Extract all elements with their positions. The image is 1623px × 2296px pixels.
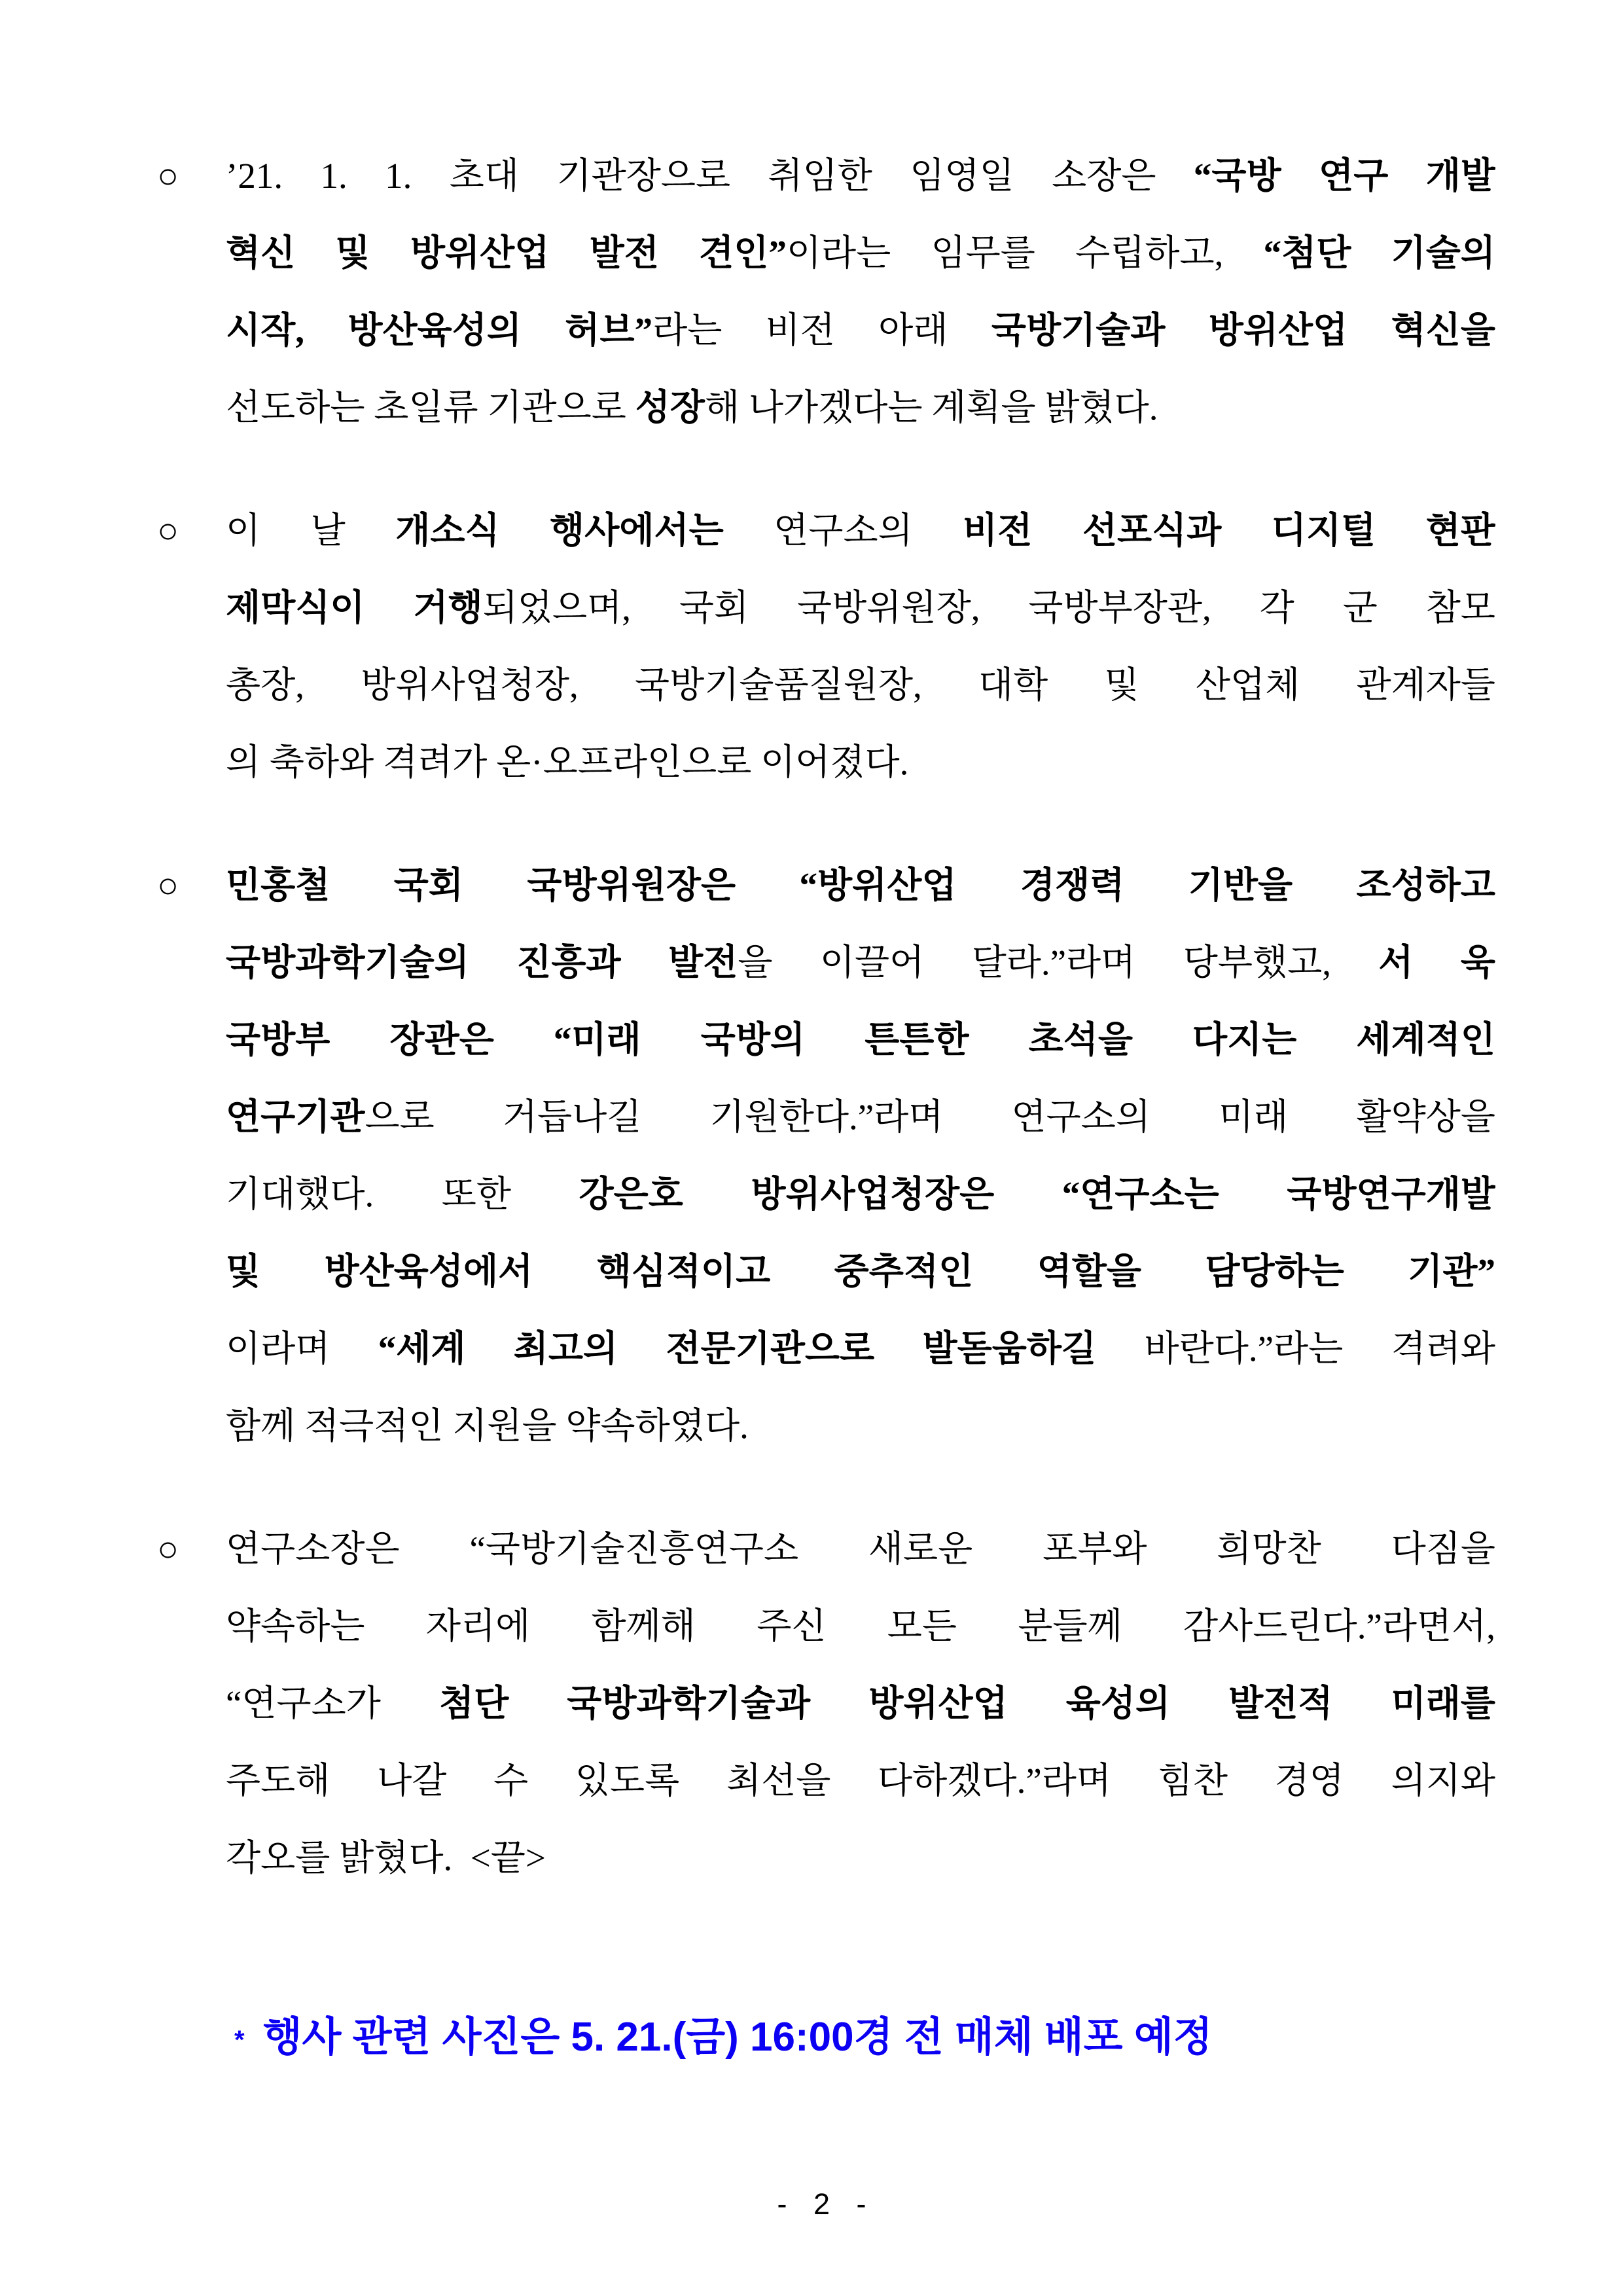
text-segment: 각오를 밝혔다. <끝> bbox=[226, 1838, 546, 1878]
text-segment: 선도하는 초일류 기관으로 bbox=[226, 387, 635, 427]
bold-text-segment: 국방부 장관은 “미래 국방의 튼튼한 초석을 다지는 세계적인 bbox=[226, 1020, 1495, 1060]
text-line bbox=[226, 1588, 1495, 1665]
bold-text-segment: 혁신 및 방위산업 발전 견인” bbox=[226, 233, 787, 273]
text-segment: 함께 적극적인 지원을 약속하였다. bbox=[226, 1406, 749, 1446]
text-segment: 총장, 방위사업청장, 국방기술품질원장, 대학 및 산업체 관계자들 bbox=[226, 665, 1495, 705]
text-segment: 이라는 임무를 수립하고, bbox=[786, 233, 1264, 273]
text-segment: 의 축하와 격려가 온·오프라인으로 이어졌다. bbox=[226, 742, 909, 782]
text-line bbox=[226, 492, 1495, 569]
text-segment: 이 날 bbox=[226, 511, 396, 550]
bold-text-segment: 첨단 국방과학기술과 방위산업 육성의 발전적 미래를 bbox=[438, 1683, 1495, 1723]
text-line bbox=[226, 847, 1495, 924]
bold-text-segment: 및 방산육성에서 핵심적이고 중추적인 역할을 담당하는 기관” bbox=[226, 1251, 1495, 1291]
text-line bbox=[226, 1001, 1495, 1079]
paragraph-body bbox=[226, 137, 1495, 446]
text-line bbox=[226, 1665, 1495, 1742]
bold-text-segment: 성장 bbox=[635, 387, 705, 427]
text-line bbox=[226, 1233, 1495, 1310]
text-line bbox=[226, 569, 1495, 647]
bold-text-segment: “세계 최고의 전문기관으로 발돋움하길 bbox=[378, 1329, 1097, 1369]
text-segment: 연구소장은 “국방기술진흥연구소 새로운 포부와 희망찬 다짐을 bbox=[226, 1529, 1495, 1569]
circle-bullet: ○ bbox=[157, 865, 179, 905]
text-segment: 주도해 나갈 수 있도록 최선을 다하겠다.”라며 힘찬 경영 의지와 bbox=[226, 1761, 1495, 1801]
text-line bbox=[226, 1388, 1495, 1465]
paragraph bbox=[157, 847, 1495, 1465]
bold-text-segment: 서 욱 bbox=[1378, 942, 1495, 982]
text-line bbox=[226, 369, 1495, 446]
page-number: - 2 - bbox=[777, 2187, 876, 2221]
photo-distribution-note-text: 행사 관련 사진은 5. 21.(금) 16:00경 전 매체 배포 예정 bbox=[262, 2015, 1213, 2060]
text-line bbox=[226, 137, 1495, 215]
text-segment: 으로 거듭나길 기원한다.”라며 연구소의 미래 활약상을 bbox=[365, 1097, 1495, 1137]
bold-text-segment: 비전 선포식과 디지털 현판 bbox=[963, 511, 1495, 550]
document-body bbox=[157, 137, 1495, 1897]
text-segment: 해 나가겠다는 계획을 밝혔다. bbox=[704, 387, 1158, 427]
text-segment: 바란다.”라는 격려와 bbox=[1096, 1329, 1495, 1369]
text-line bbox=[226, 647, 1495, 724]
text-line bbox=[226, 924, 1495, 1001]
text-line bbox=[226, 1511, 1495, 1588]
bold-text-segment: 제막식이 거행 bbox=[226, 588, 483, 628]
circle-bullet: ○ bbox=[157, 156, 179, 196]
text-segment: “연구소가 bbox=[226, 1683, 439, 1723]
text-segment: 이라며 bbox=[226, 1329, 378, 1369]
bold-text-segment: 강은호 방위사업청장은 “연구소는 국방연구개발 bbox=[579, 1174, 1495, 1214]
paragraph bbox=[157, 1511, 1495, 1897]
text-line bbox=[226, 1156, 1495, 1233]
text-line bbox=[226, 215, 1495, 292]
text-segment: 을 이끌어 달라.”라며 당부했고, bbox=[738, 942, 1379, 982]
text-segment: ’21. 1. 1. 초대 기관장으로 취임한 임영일 소장은 bbox=[226, 156, 1194, 196]
bold-text-segment: 시작, 방산육성의 허브” bbox=[226, 310, 653, 350]
bold-text-segment: “국방 연구 개발 bbox=[1193, 156, 1495, 196]
text-line bbox=[226, 1079, 1495, 1156]
bold-text-segment: 연구기관 bbox=[226, 1097, 365, 1137]
text-line bbox=[226, 1310, 1495, 1388]
text-segment: 기대했다. 또한 bbox=[226, 1174, 579, 1214]
circle-bullet: ○ bbox=[157, 511, 179, 550]
text-line bbox=[226, 724, 1495, 801]
paragraph-body bbox=[226, 1511, 1495, 1897]
text-segment: 되었으며, 국회 국방위원장, 국방부장관, 각 군 참모 bbox=[482, 588, 1495, 628]
bold-text-segment: 민홍철 국회 국방위원장은 “방위산업 경쟁력 기반을 조성하고 bbox=[226, 865, 1495, 905]
bold-text-segment: 국방과학기술의 진흥과 발전 bbox=[226, 942, 738, 982]
text-segment: 약속하는 자리에 함께해 주신 모든 분들께 감사드린다.”라면서, bbox=[226, 1606, 1495, 1646]
text-line bbox=[226, 292, 1495, 369]
text-line bbox=[226, 1742, 1495, 1820]
paragraph-body bbox=[226, 847, 1495, 1465]
photo-distribution-note bbox=[234, 2011, 1495, 2064]
text-segment: 라는 비전 아래 bbox=[652, 310, 991, 350]
circle-bullet: ○ bbox=[157, 1529, 179, 1569]
bold-text-segment: 개소식 행사에서는 bbox=[395, 511, 724, 550]
paragraph-body bbox=[226, 492, 1495, 801]
bold-text-segment: “첨단 기술의 bbox=[1263, 233, 1495, 273]
bold-text-segment: 국방기술과 방위산업 혁신을 bbox=[991, 310, 1495, 350]
text-line bbox=[226, 1820, 1495, 1897]
paragraph bbox=[157, 492, 1495, 801]
paragraph bbox=[157, 137, 1495, 446]
text-segment: 연구소의 bbox=[723, 511, 963, 550]
asterisk-marker: * bbox=[234, 2026, 245, 2054]
